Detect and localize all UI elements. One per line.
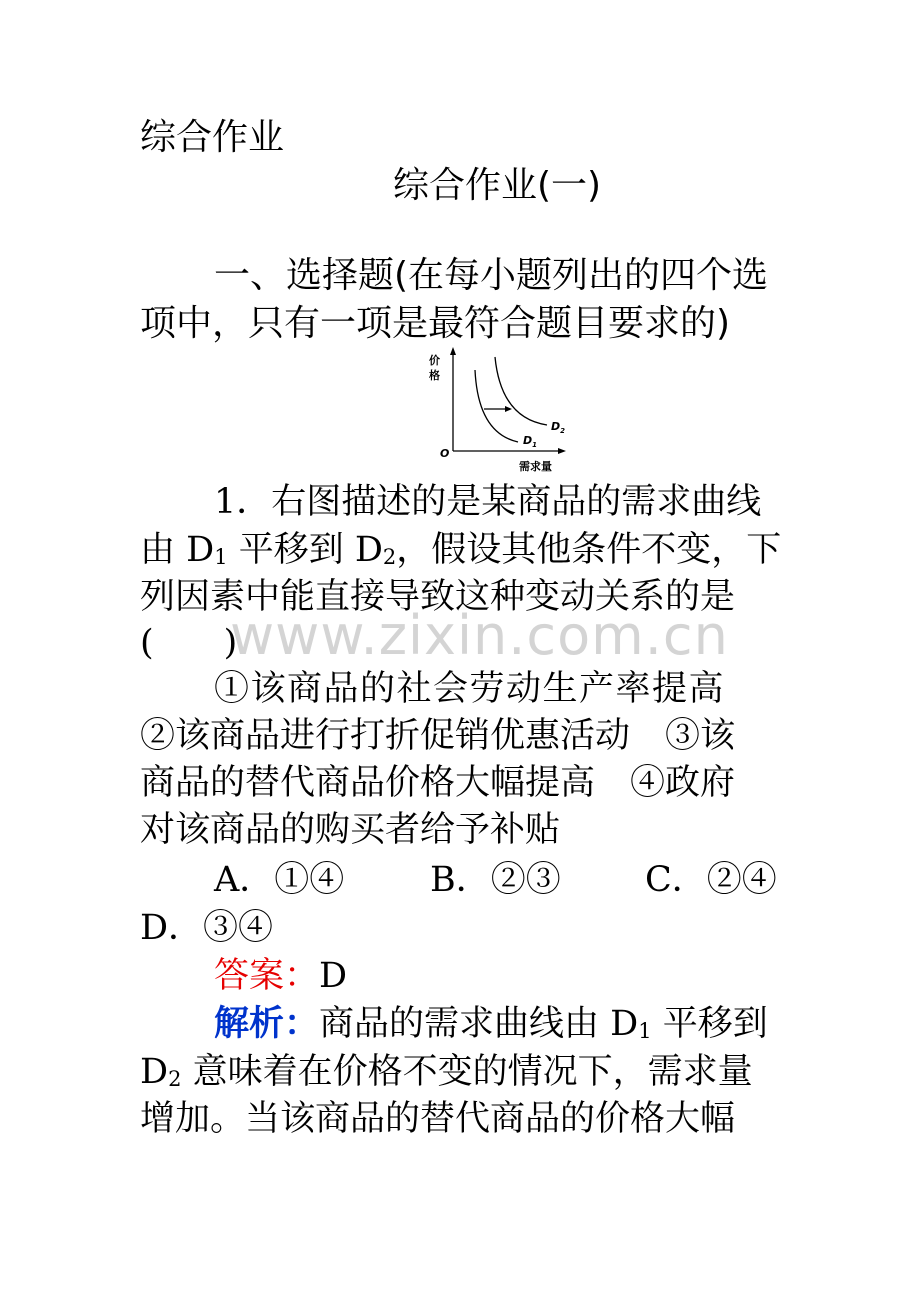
origin-label: O xyxy=(440,447,450,460)
analysis-line-1: 解析：商品的需求曲线由 $D_1$ 平移到 xyxy=(214,1004,768,1044)
y-axis-arrow xyxy=(450,347,456,355)
x-axis-label: 需求量 xyxy=(519,460,552,473)
watermark: www.zixin.com.cn xyxy=(230,604,729,667)
answer-line xyxy=(214,953,347,999)
choice-a: A．①④ xyxy=(214,860,345,900)
section-heading-line-1: 一、选择题(在每小题列出的四个选 xyxy=(214,255,769,296)
question-line-1: 1．右图描述的是某商品的需求曲线 xyxy=(214,482,762,522)
choice-c: C．②④ xyxy=(645,860,777,900)
curve-d2-label: $D_2$ xyxy=(551,420,566,435)
analysis-line-2: $D_2$ 意味着在价格不变的情况下，需求量 xyxy=(140,1052,753,1092)
analysis-label: 解析： xyxy=(214,1004,320,1044)
question-line-3: 列因素中能直接导致这种变动关系的是 xyxy=(140,577,736,617)
option-line-4: 对该商品的购买者给予补贴 xyxy=(140,810,561,850)
section-heading-line-2: 项中，只有一项是最符合题目要求的) xyxy=(140,303,731,344)
document-title: 综合作业(一) xyxy=(393,165,602,206)
y-axis-label-1: 价 xyxy=(429,354,440,367)
shift-arrowhead xyxy=(505,406,512,412)
document-header: 综合作业 xyxy=(140,117,285,158)
curve-d2 xyxy=(495,357,547,425)
answer-label: 答案： xyxy=(214,956,320,996)
question-line-2: 由 $D_1$ 平移到 $D_2$，假设其他条件不变，下 xyxy=(140,530,782,570)
x-axis-arrow xyxy=(558,448,566,454)
option-line-3: 商品的替代商品价格大幅提高 ④政府 xyxy=(140,763,736,803)
choice-b: B．②③ xyxy=(430,860,561,900)
y-axis-label-2: 格 xyxy=(429,369,440,382)
analysis-line-3: 增加。当该商品的替代商品的价格大幅 xyxy=(140,1099,736,1139)
question-line-4: ( ) xyxy=(140,623,238,663)
curve-d1-label: $D_1$ xyxy=(523,434,538,449)
choice-d: D．③④ xyxy=(140,908,274,948)
answer-value: D xyxy=(319,956,348,996)
option-line-2: ②该商品进行打折促销优惠活动 ③该 xyxy=(140,716,736,756)
option-line-1: ①该商品的社会劳动生产率提高 xyxy=(214,669,726,709)
demand-curve-figure xyxy=(420,343,580,475)
